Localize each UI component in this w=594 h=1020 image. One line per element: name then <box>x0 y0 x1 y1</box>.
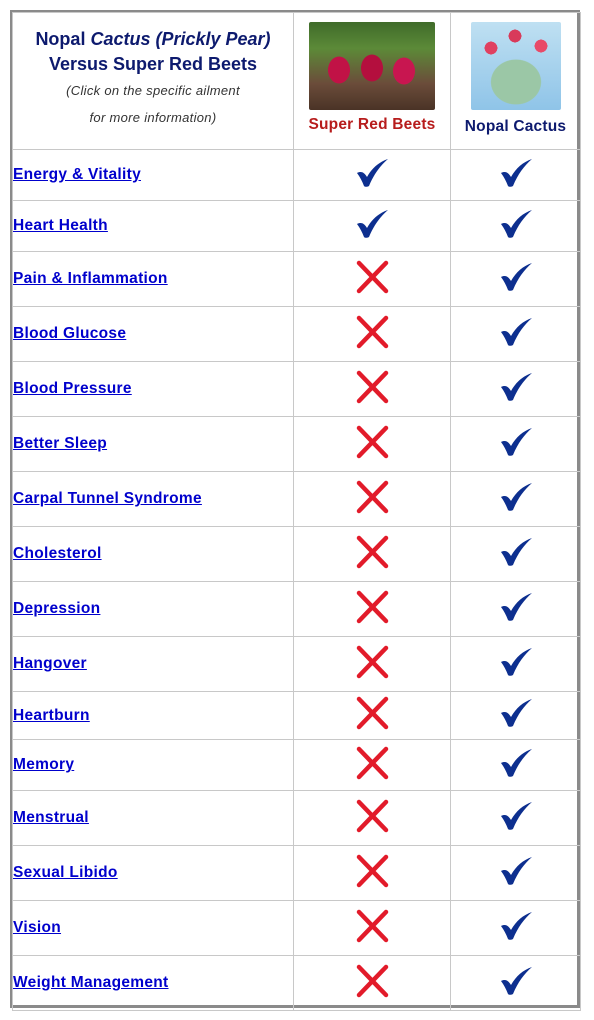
table-row <box>13 527 581 582</box>
ailment-cell <box>13 740 294 791</box>
checkmark-icon <box>499 482 533 517</box>
beets-column-label: Super Red Beets <box>308 116 436 133</box>
ailment-cell <box>13 956 294 1011</box>
cross-icon <box>355 696 389 735</box>
table-row <box>13 582 581 637</box>
cactus-mark-cell <box>451 307 581 362</box>
cross-icon <box>355 480 389 519</box>
cactus-mark-cell <box>451 692 581 740</box>
beets-mark-cell <box>294 791 451 846</box>
ailment-cell <box>13 692 294 740</box>
ailment-cell <box>13 417 294 472</box>
checkmark-icon <box>499 911 533 946</box>
table-row <box>13 846 581 901</box>
beets-mark-cell <box>294 417 451 472</box>
beets-mark-cell <box>294 307 451 362</box>
cactus-mark-cell <box>451 740 581 791</box>
cactus-mark-cell <box>451 637 581 692</box>
table-row <box>13 252 581 307</box>
cactus-mark-cell <box>451 846 581 901</box>
cross-icon <box>355 260 389 299</box>
table-row <box>13 307 581 362</box>
cactus-column-label: Nopal Cactus <box>464 118 567 135</box>
checkmark-icon <box>499 856 533 891</box>
beets-mark-cell <box>294 472 451 527</box>
instruction-note-line2: for more information) <box>89 110 217 125</box>
table-row <box>13 201 581 252</box>
cactus-mark-cell <box>451 201 581 252</box>
ailment-cell <box>13 901 294 956</box>
title-text-italic: Cactus (Prickly Pear) <box>90 29 271 49</box>
ailment-cell <box>13 527 294 582</box>
ailment-link[interactable]: Heartburn <box>13 706 90 724</box>
checkmark-icon <box>499 647 533 682</box>
instruction-note-line1: (Click on the specific ailment <box>66 83 240 98</box>
ailment-link[interactable]: Blood Glucose <box>13 325 127 342</box>
beets-mark-cell <box>294 637 451 692</box>
ailment-cell <box>13 307 294 362</box>
prickly-pear-cactus-photo <box>471 22 561 110</box>
ailment-cell <box>13 637 294 692</box>
table-row <box>13 791 581 846</box>
ailment-cell <box>13 252 294 307</box>
beets-mark-cell <box>294 740 451 791</box>
checkmark-icon <box>499 209 533 244</box>
cross-icon <box>355 645 389 684</box>
header-row <box>13 13 581 150</box>
checkmark-icon <box>499 427 533 462</box>
ailment-link[interactable]: Memory <box>13 756 75 773</box>
beets-mark-cell <box>294 692 451 740</box>
cactus-mark-cell <box>451 362 581 417</box>
table-row <box>13 740 581 791</box>
beets-mark-cell <box>294 527 451 582</box>
beets-mark-cell <box>294 582 451 637</box>
cross-icon <box>355 590 389 629</box>
title-text-part1: Nopal <box>35 29 91 49</box>
beets-column-header <box>294 13 451 150</box>
ailment-link[interactable]: Energy & Vitality <box>13 166 141 183</box>
cross-icon <box>355 425 389 464</box>
cactus-mark-cell <box>451 527 581 582</box>
cactus-column-header <box>451 13 581 150</box>
ailment-cell <box>13 582 294 637</box>
table-row <box>13 362 581 417</box>
ailment-link[interactable]: Menstrual <box>13 809 89 826</box>
ailment-link[interactable]: Heart Health <box>13 217 108 234</box>
checkmark-icon <box>499 592 533 627</box>
checkmark-icon <box>355 209 389 244</box>
checkmark-icon <box>499 158 533 193</box>
cactus-mark-cell <box>451 417 581 472</box>
ailment-link[interactable]: Pain & Inflammation <box>13 270 168 287</box>
beets-mark-cell <box>294 150 451 201</box>
table-row <box>13 692 581 740</box>
table-row <box>13 150 581 201</box>
cross-icon <box>355 799 389 838</box>
checkmark-icon <box>499 748 533 783</box>
cactus-mark-cell <box>451 150 581 201</box>
ailment-link[interactable]: Sexual Libido <box>13 864 118 881</box>
ailment-link[interactable]: Carpal Tunnel Syndrome <box>13 490 202 507</box>
ailment-cell <box>13 362 294 417</box>
ailment-cell <box>13 791 294 846</box>
table-row <box>13 901 581 956</box>
beets-mark-cell <box>294 252 451 307</box>
table-row <box>13 472 581 527</box>
table-row <box>13 637 581 692</box>
beets-mark-cell <box>294 956 451 1011</box>
ailment-link[interactable]: Weight Management <box>13 974 169 991</box>
ailment-link[interactable]: Vision <box>13 919 62 936</box>
checkmark-icon <box>499 317 533 352</box>
cross-icon <box>355 964 389 1003</box>
ailment-link[interactable]: Cholesterol <box>13 545 102 562</box>
table-row <box>13 956 581 1011</box>
cactus-mark-cell <box>451 956 581 1011</box>
table-title <box>13 26 293 52</box>
ailment-cell <box>13 846 294 901</box>
cross-icon <box>355 315 389 354</box>
cactus-mark-cell <box>451 791 581 846</box>
beets-mark-cell <box>294 362 451 417</box>
ailment-cell <box>13 201 294 252</box>
table-title-cell <box>13 13 294 150</box>
cross-icon <box>355 535 389 574</box>
checkmark-icon <box>499 966 533 1001</box>
cross-icon <box>355 746 389 785</box>
ailment-link[interactable]: Blood Pressure <box>13 380 132 397</box>
checkmark-icon <box>499 262 533 297</box>
ailment-cell <box>13 472 294 527</box>
cross-icon <box>355 370 389 409</box>
table-subtitle: Versus Super Red Beets <box>48 54 258 74</box>
checkmark-icon <box>499 372 533 407</box>
red-beets-photo <box>309 22 435 110</box>
checkmark-icon <box>499 801 533 836</box>
cross-icon <box>355 854 389 893</box>
cactus-mark-cell <box>451 252 581 307</box>
ailment-link[interactable]: Better Sleep <box>13 435 108 452</box>
beets-mark-cell <box>294 201 451 252</box>
comparison-table <box>12 12 581 1011</box>
beets-mark-cell <box>294 901 451 956</box>
cactus-mark-cell <box>451 901 581 956</box>
cactus-mark-cell <box>451 582 581 637</box>
ailment-link[interactable]: Depression <box>13 600 101 617</box>
ailment-link[interactable]: Hangover <box>13 655 87 672</box>
checkmark-icon <box>499 537 533 572</box>
cross-icon <box>355 909 389 948</box>
cactus-mark-cell <box>451 472 581 527</box>
checkmark-icon <box>499 698 533 733</box>
beets-mark-cell <box>294 846 451 901</box>
table-row <box>13 417 581 472</box>
ailment-cell <box>13 150 294 201</box>
checkmark-icon <box>355 158 389 193</box>
